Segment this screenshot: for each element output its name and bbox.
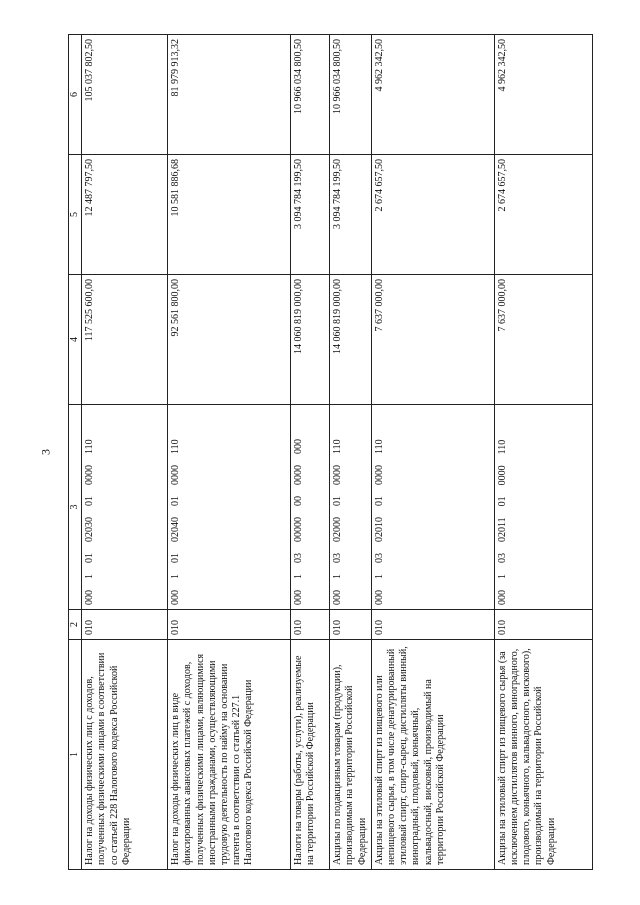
table-row (291, 35, 330, 870)
budget-code-cell: 000 1 01 02030 01 0000 110 (82, 405, 168, 610)
budget-code-cell: 000 1 03 02011 01 0000 110 (494, 405, 592, 610)
budget-code-cell: 000 1 01 02040 01 0000 110 (168, 405, 291, 610)
budget-code-cell: 000 1 03 02000 01 0000 110 (330, 405, 372, 610)
unexecuted-amount-cell: 4 962 342,50 (371, 35, 494, 155)
income-name-cell: Акцизы на этиловый спирт из пищевого или непищевого сырья, в том числе денатурированный этиловый спирт, спирт-сырец, дистилляты винный, виноградный, плодовый, коньячный, кальвадосный, висковый, производимый на территории Российской Федерации (371, 640, 494, 870)
table-row (371, 35, 494, 870)
line-code-cell: 010 (291, 610, 330, 640)
income-name-cell: Налоги на товары (работы, услуги), реализуемые на территории Российской Федерации (291, 640, 330, 870)
page-number: 3 (38, 449, 53, 455)
unexecuted-amount-cell: 105 037 802,50 (82, 35, 168, 155)
income-name-cell: Налог на доходы физических лиц в виде фиксированных авансовых платежей с доходов, полученных физическими лицами, являющимися иностранными гражданами, осуществляющими трудовую деятельность по найму на основании патента в соответствии со статьей 227.1 Налогового кодекса Российской Федерации (168, 640, 291, 870)
line-code-cell: 010 (330, 610, 372, 640)
revenue-table (68, 34, 593, 870)
line-code-cell: 010 (168, 610, 291, 640)
table-row (494, 35, 592, 870)
approved-amount-cell: 7 637 000,00 (371, 275, 494, 405)
header-cell-1: 1 (69, 640, 82, 870)
header-cell-2: 2 (69, 610, 82, 640)
approved-amount-cell: 92 561 800,00 (168, 275, 291, 405)
income-name-cell: Акцизы по подакцизным товарам (продукции), производимым на территории Российской Федерации (330, 640, 372, 870)
budget-code-cell: 000 1 03 02010 01 0000 110 (371, 405, 494, 610)
line-code-cell: 010 (371, 610, 494, 640)
unexecuted-amount-cell: 10 966 034 800,50 (330, 35, 372, 155)
header-row (69, 35, 82, 870)
header-cell-3: 3 (69, 405, 82, 610)
approved-amount-cell: 14 060 819 000,00 (291, 275, 330, 405)
line-code-cell: 010 (494, 610, 592, 640)
executed-amount-cell: 10 581 886,68 (168, 155, 291, 275)
approved-amount-cell: 14 060 819 000,00 (330, 275, 372, 405)
table-row (82, 35, 168, 870)
table-row (330, 35, 372, 870)
budget-code-cell: 000 1 03 00000 00 0000 000 (291, 405, 330, 610)
approved-amount-cell: 7 637 000,00 (494, 275, 592, 405)
executed-amount-cell: 3 094 784 199,50 (330, 155, 372, 275)
income-name-cell: Акцизы на этиловый спирт из пищевого сырья (за исключением дистиллятов винного, виноградного, плодового, коньячного, кальвадосного, вискового), производимый на территории Российской Федерации (494, 640, 592, 870)
header-cell-5: 5 (69, 155, 82, 275)
executed-amount-cell: 3 094 784 199,50 (291, 155, 330, 275)
executed-amount-cell: 2 674 657,50 (494, 155, 592, 275)
header-cell-4: 4 (69, 275, 82, 405)
income-name-cell: Налог на доходы физических лиц с доходов, полученных физическими лицами в соответствии со статьей 228 Налогового кодекса Российской Федерации (82, 640, 168, 870)
unexecuted-amount-cell: 10 966 034 800,50 (291, 35, 330, 155)
unexecuted-amount-cell: 81 979 913,32 (168, 35, 291, 155)
executed-amount-cell: 2 674 657,50 (371, 155, 494, 275)
line-code-cell: 010 (82, 610, 168, 640)
rotated-table-sheet (68, 35, 633, 870)
executed-amount-cell: 12 487 797,50 (82, 155, 168, 275)
approved-amount-cell: 117 525 600,00 (82, 275, 168, 405)
table-row (168, 35, 291, 870)
unexecuted-amount-cell: 4 962 342,50 (494, 35, 592, 155)
header-cell-6: 6 (69, 35, 82, 155)
